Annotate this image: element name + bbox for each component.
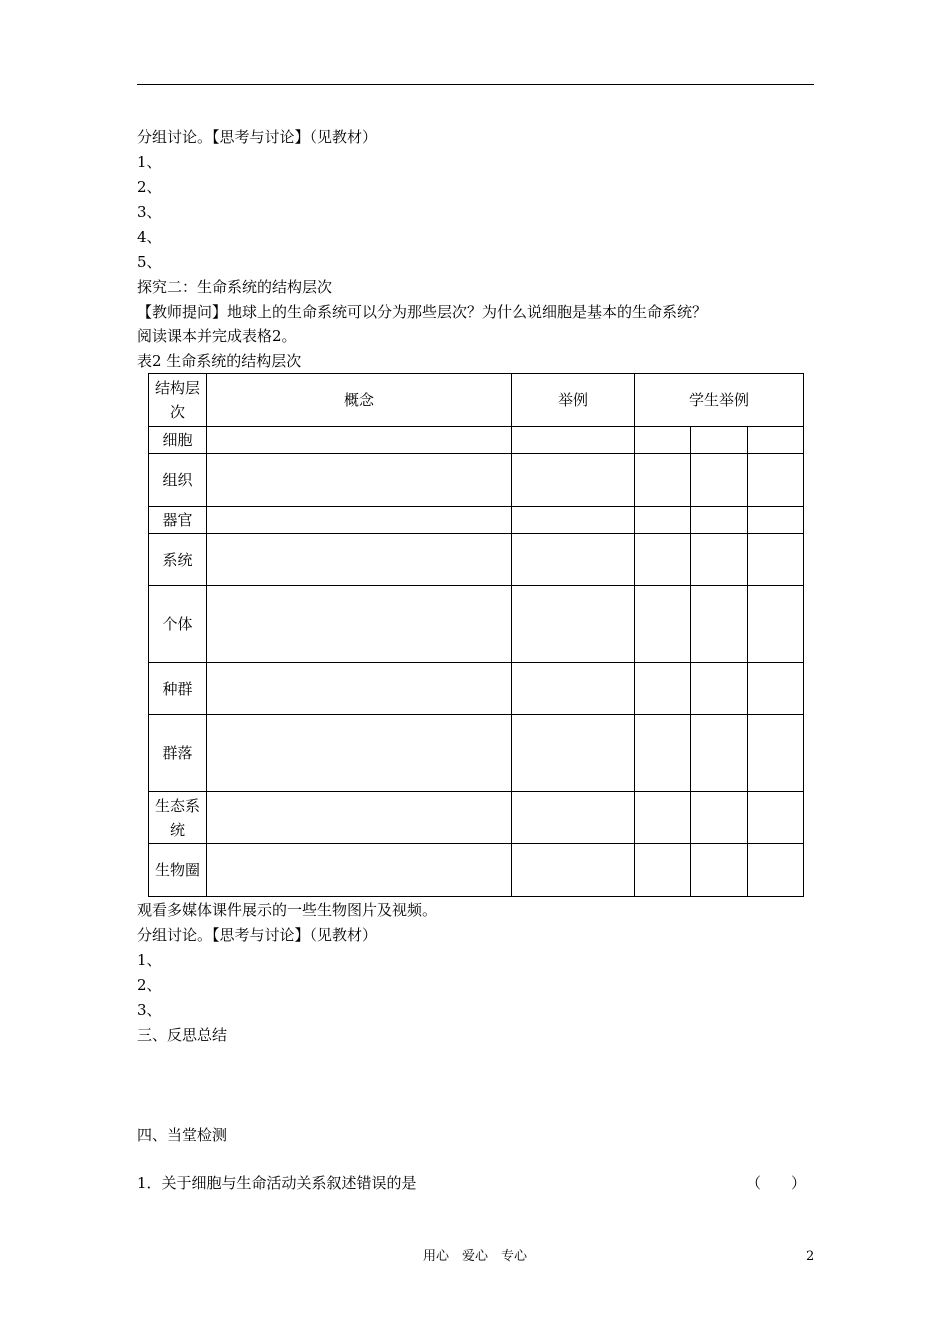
example-cell[interactable]	[512, 586, 635, 663]
concept-cell[interactable]	[207, 663, 512, 715]
concept-cell[interactable]	[207, 844, 512, 897]
section-heading-reflection: 三、反思总结	[137, 1026, 228, 1044]
header-concept: 概念	[207, 374, 512, 427]
row-label: 系统	[149, 534, 207, 586]
student-example-cell[interactable]	[748, 715, 804, 792]
table-row	[149, 507, 804, 534]
student-example-cell[interactable]	[691, 586, 748, 663]
answer-item-4: 4、	[137, 228, 162, 246]
student-example-cell[interactable]	[635, 663, 691, 715]
discussion-prompt: 分组讨论。【思考与讨论】（见教材）	[137, 926, 378, 944]
example-cell[interactable]	[512, 663, 635, 715]
student-example-cell[interactable]	[748, 586, 804, 663]
student-example-cell[interactable]	[691, 427, 748, 454]
discussion-prompt: 分组讨论。【思考与讨论】（见教材）	[137, 128, 378, 146]
header-level: 结构层次	[149, 374, 207, 427]
section-heading-explore-2: 探究二：生命系统的结构层次	[137, 278, 333, 296]
student-example-cell[interactable]	[635, 454, 691, 507]
student-example-cell[interactable]	[748, 663, 804, 715]
row-label: 生物圈	[149, 844, 207, 897]
concept-cell[interactable]	[207, 534, 512, 586]
structure-levels-table	[148, 373, 804, 897]
watch-instruction: 观看多媒体课件展示的一些生物图片及视频。	[137, 901, 438, 919]
student-example-cell[interactable]	[635, 792, 691, 844]
student-example-cell[interactable]	[691, 534, 748, 586]
reading-instruction: 阅读课本并完成表格2。	[137, 327, 297, 345]
header-student-example: 学生举例	[635, 374, 804, 427]
student-example-cell[interactable]	[691, 715, 748, 792]
table-row	[149, 427, 804, 454]
student-example-cell[interactable]	[635, 715, 691, 792]
student-example-cell[interactable]	[691, 792, 748, 844]
header-rule	[137, 84, 814, 85]
row-label: 生态系统	[149, 792, 207, 844]
student-example-cell[interactable]	[635, 586, 691, 663]
concept-cell[interactable]	[207, 427, 512, 454]
answer-item-2: 2、	[137, 976, 162, 994]
row-label: 群落	[149, 715, 207, 792]
answer-item-1: 1、	[137, 153, 162, 171]
table-row	[149, 454, 804, 507]
row-label: 种群	[149, 663, 207, 715]
example-cell[interactable]	[512, 507, 635, 534]
answer-item-3: 3、	[137, 203, 162, 221]
row-label: 器官	[149, 507, 207, 534]
student-example-cell[interactable]	[691, 663, 748, 715]
student-example-cell[interactable]	[691, 507, 748, 534]
student-example-cell[interactable]	[691, 454, 748, 507]
row-label: 细胞	[149, 427, 207, 454]
table-header-row	[149, 374, 804, 427]
student-example-cell[interactable]	[748, 844, 804, 897]
table-row	[149, 844, 804, 897]
concept-cell[interactable]	[207, 586, 512, 663]
example-cell[interactable]	[512, 715, 635, 792]
student-example-cell[interactable]	[635, 507, 691, 534]
student-example-cell[interactable]	[748, 507, 804, 534]
header-example: 举例	[512, 374, 635, 427]
student-example-cell[interactable]	[748, 427, 804, 454]
table-row	[149, 534, 804, 586]
student-example-cell[interactable]	[748, 454, 804, 507]
example-cell[interactable]	[512, 454, 635, 507]
student-example-cell[interactable]	[691, 844, 748, 897]
quiz-question-1: 1．关于细胞与生命活动关系叙述错误的是	[137, 1174, 417, 1192]
page-number: 2	[806, 1249, 815, 1264]
section-heading-quiz: 四、当堂检测	[137, 1126, 228, 1144]
answer-bracket: （ ）	[746, 1174, 807, 1192]
concept-cell[interactable]	[207, 507, 512, 534]
student-example-cell[interactable]	[748, 792, 804, 844]
student-example-cell[interactable]	[635, 534, 691, 586]
answer-item-2: 2、	[137, 178, 162, 196]
table-row	[149, 792, 804, 844]
example-cell[interactable]	[512, 534, 635, 586]
answer-item-5: 5、	[137, 253, 162, 271]
table-row	[149, 586, 804, 663]
answer-item-3: 3、	[137, 1001, 162, 1019]
table-row	[149, 663, 804, 715]
example-cell[interactable]	[512, 792, 635, 844]
concept-cell[interactable]	[207, 792, 512, 844]
row-label: 个体	[149, 586, 207, 663]
concept-cell[interactable]	[207, 454, 512, 507]
row-label: 组织	[149, 454, 207, 507]
answer-item-1: 1、	[137, 951, 162, 969]
footer-motto: 用心 爱心 专心	[422, 1249, 527, 1264]
example-cell[interactable]	[512, 427, 635, 454]
student-example-cell[interactable]	[635, 844, 691, 897]
example-cell[interactable]	[512, 844, 635, 897]
table-row	[149, 715, 804, 792]
concept-cell[interactable]	[207, 715, 512, 792]
teacher-question: 【教师提问】地球上的生命系统可以分为那些层次？为什么说细胞是基本的生命系统？	[137, 303, 708, 321]
student-example-cell[interactable]	[748, 534, 804, 586]
table-caption: 表2 生命系统的结构层次	[137, 352, 302, 370]
student-example-cell[interactable]	[635, 427, 691, 454]
